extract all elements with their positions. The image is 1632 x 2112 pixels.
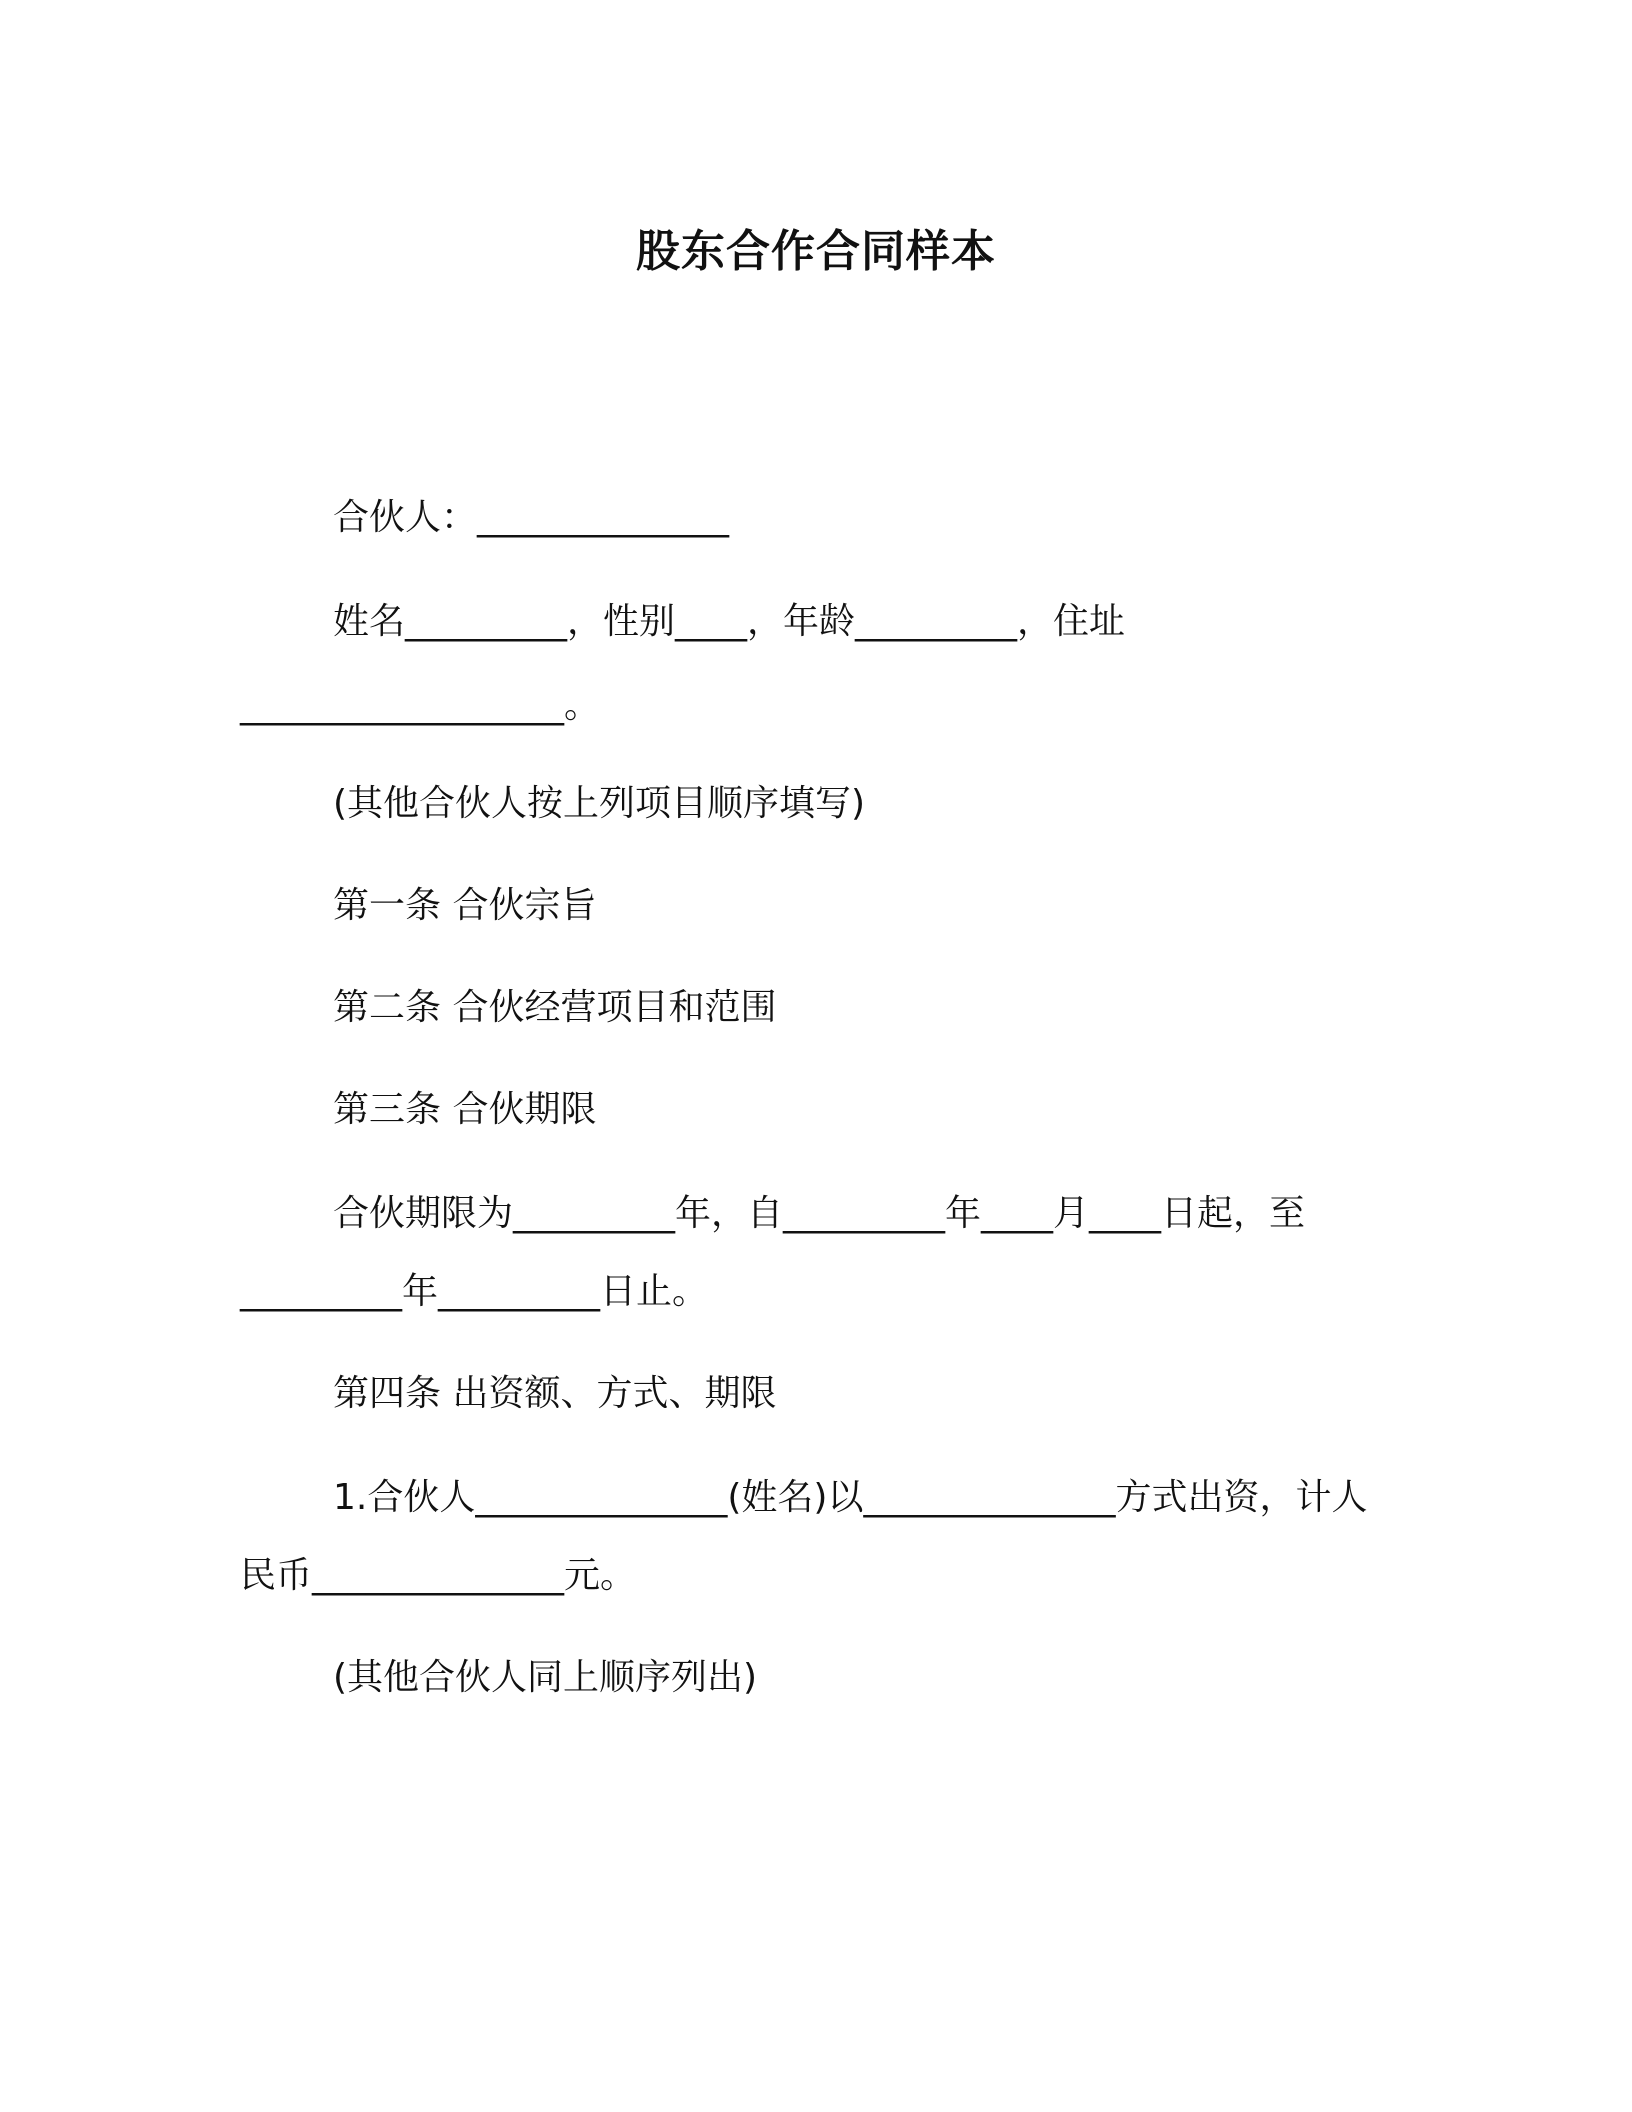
other-partners-note: (其他合伙人按上列项目顺序填写) <box>333 783 866 824</box>
article-2-heading: 第二条 合伙经营项目和范围 <box>333 987 777 1028</box>
term-line: 合伙期限为_________年，自_________年____月____日起，至 <box>333 1193 1306 1234</box>
contribution-line: 1.合伙人______________(姓名)以______________方式出资，计人 <box>333 1477 1368 1518</box>
term-end-line: _________年_________日止。 <box>240 1271 709 1312</box>
address-line: __________________。 <box>240 685 600 726</box>
other-partners-order-note: (其他合伙人同上顺序列出) <box>333 1657 758 1698</box>
document-title: 股东合作合同样本 <box>636 226 996 277</box>
contribution-amount-line: 民币______________元。 <box>240 1555 637 1596</box>
partner-info-line: 姓名_________，性别____，年龄_________，住址 <box>333 601 1126 642</box>
article-4-heading: 第四条 出资额、方式、期限 <box>333 1373 777 1414</box>
partner-line: 合伙人：______________ <box>333 497 730 538</box>
article-3-heading: 第三条 合伙期限 <box>333 1089 597 1130</box>
article-1-heading: 第一条 合伙宗旨 <box>333 885 597 926</box>
